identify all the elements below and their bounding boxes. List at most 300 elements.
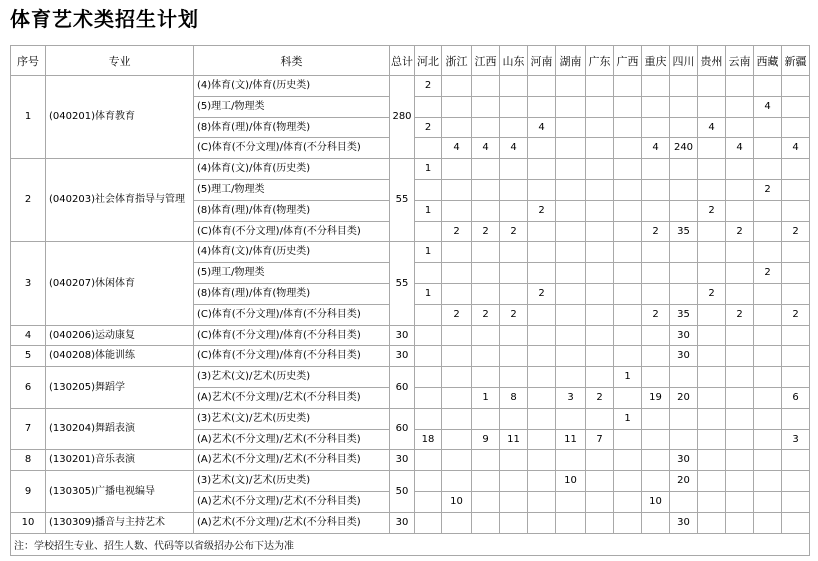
province-quota-cell (442, 429, 472, 450)
province-quota-cell (586, 304, 614, 325)
province-quota-cell (670, 200, 698, 221)
subject-category: (A)艺术(不分文理)/艺术(不分科目类) (194, 429, 390, 450)
province-quota-cell (556, 283, 586, 304)
table-row (11, 325, 810, 346)
province-quota-cell (472, 159, 500, 180)
province-quota-cell: 2 (726, 304, 754, 325)
province-quota-cell (670, 159, 698, 180)
province-quota-cell (782, 450, 810, 471)
province-quota-cell (415, 408, 442, 429)
province-quota-cell (586, 491, 614, 512)
province-quota-cell: 11 (500, 429, 528, 450)
province-quota-cell (556, 450, 586, 471)
province-quota-cell (415, 367, 442, 388)
province-quota-cell (556, 221, 586, 242)
province-quota-cell (782, 491, 810, 512)
province-quota-cell (528, 346, 556, 367)
subject-category: (8)体育(理)/体育(物理类) (194, 283, 390, 304)
subject-category: (A)艺术(不分文理)/艺术(不分科目类) (194, 450, 390, 471)
province-quota-cell: 35 (670, 304, 698, 325)
subject-category: (8)体育(理)/体育(物理类) (194, 117, 390, 138)
province-quota-cell: 10 (442, 491, 472, 512)
province-quota-cell (442, 117, 472, 138)
province-quota-cell (670, 408, 698, 429)
province-quota-cell (442, 159, 472, 180)
province-quota-cell (754, 138, 782, 159)
province-quota-cell (415, 221, 442, 242)
province-quota-cell: 2 (500, 221, 528, 242)
province-quota-cell (614, 263, 642, 284)
table-row (11, 512, 810, 533)
province-quota-cell (782, 408, 810, 429)
province-quota-cell (754, 408, 782, 429)
province-quota-cell (586, 159, 614, 180)
row-number: 2 (11, 159, 46, 242)
table-row (11, 346, 810, 367)
province-quota-cell: 2 (782, 304, 810, 325)
province-quota-cell: 10 (642, 491, 670, 512)
province-quota-cell (642, 346, 670, 367)
province-quota-cell (442, 450, 472, 471)
province-quota-cell (586, 367, 614, 388)
subject-category: (C)体育(不分文理)/体育(不分科目类) (194, 346, 390, 367)
province-quota-cell (698, 96, 726, 117)
subject-category: (3)艺术(文)/艺术(历史类) (194, 471, 390, 492)
province-quota-cell (754, 200, 782, 221)
province-quota-cell: 2 (726, 221, 754, 242)
total-count: 30 (390, 450, 415, 471)
province-quota-cell: 20 (670, 387, 698, 408)
table-row (11, 450, 810, 471)
column-header: 新疆 (782, 46, 810, 76)
province-quota-cell: 30 (670, 512, 698, 533)
province-quota-cell (726, 96, 754, 117)
province-quota-cell (754, 429, 782, 450)
subject-category: (C)体育(不分文理)/体育(不分科目类) (194, 221, 390, 242)
province-quota-cell (556, 367, 586, 388)
province-quota-cell (754, 325, 782, 346)
province-quota-cell: 4 (726, 138, 754, 159)
province-quota-cell (528, 429, 556, 450)
province-quota-cell (698, 367, 726, 388)
province-quota-cell (698, 512, 726, 533)
province-quota-cell (415, 491, 442, 512)
province-quota-cell (726, 471, 754, 492)
province-quota-cell (754, 346, 782, 367)
subject-category: (4)体育(文)/体育(历史类) (194, 76, 390, 97)
table-body (11, 76, 810, 534)
province-quota-cell (698, 471, 726, 492)
province-quota-cell: 1 (614, 408, 642, 429)
province-quota-cell (614, 242, 642, 263)
province-quota-cell (528, 512, 556, 533)
province-quota-cell (556, 512, 586, 533)
total-count: 280 (390, 76, 415, 159)
column-header: 浙江 (442, 46, 472, 76)
province-quota-cell (782, 283, 810, 304)
column-header: 重庆 (642, 46, 670, 76)
province-quota-cell (586, 138, 614, 159)
row-number: 8 (11, 450, 46, 471)
province-quota-cell (415, 512, 442, 533)
column-header: 总计 (390, 46, 415, 76)
province-quota-cell (614, 491, 642, 512)
province-quota-cell (586, 450, 614, 471)
table-row (11, 76, 810, 97)
total-count: 60 (390, 367, 415, 409)
province-quota-cell: 1 (415, 283, 442, 304)
province-quota-cell (556, 138, 586, 159)
province-quota-cell: 2 (698, 283, 726, 304)
row-number: 4 (11, 325, 46, 346)
province-quota-cell (670, 263, 698, 284)
province-quota-cell: 2 (442, 304, 472, 325)
total-count: 60 (390, 408, 415, 450)
province-quota-cell (415, 325, 442, 346)
province-quota-cell: 2 (415, 117, 442, 138)
column-header: 西藏 (754, 46, 782, 76)
table-row (11, 242, 810, 263)
province-quota-cell: 2 (698, 200, 726, 221)
province-quota-cell: 4 (754, 96, 782, 117)
province-quota-cell (754, 471, 782, 492)
province-quota-cell: 3 (556, 387, 586, 408)
page-title: 体育艺术类招生计划 (10, 7, 199, 31)
province-quota-cell (500, 471, 528, 492)
subject-category: (3)艺术(文)/艺术(历史类) (194, 408, 390, 429)
province-quota-cell (586, 179, 614, 200)
province-quota-cell (528, 221, 556, 242)
province-quota-cell: 4 (528, 117, 556, 138)
province-quota-cell (500, 367, 528, 388)
major-name: (130201)音乐表演 (46, 450, 194, 471)
province-quota-cell (698, 76, 726, 97)
province-quota-cell (754, 221, 782, 242)
province-quota-cell: 6 (782, 387, 810, 408)
total-count: 30 (390, 512, 415, 533)
subject-category: (C)体育(不分文理)/体育(不分科目类) (194, 138, 390, 159)
province-quota-cell (726, 159, 754, 180)
province-quota-cell (642, 450, 670, 471)
province-quota-cell (754, 283, 782, 304)
province-quota-cell (642, 367, 670, 388)
province-quota-cell (415, 138, 442, 159)
province-quota-cell (614, 221, 642, 242)
subject-category: (5)理工/物理类 (194, 96, 390, 117)
province-quota-cell (726, 117, 754, 138)
province-quota-cell: 2 (782, 221, 810, 242)
province-quota-cell (698, 325, 726, 346)
province-quota-cell (472, 242, 500, 263)
province-quota-cell (754, 491, 782, 512)
province-quota-cell: 11 (556, 429, 586, 450)
province-quota-cell (586, 117, 614, 138)
province-quota-cell (670, 429, 698, 450)
province-quota-cell (782, 367, 810, 388)
province-quota-cell (500, 408, 528, 429)
province-quota-cell (500, 96, 528, 117)
province-quota-cell (642, 471, 670, 492)
province-quota-cell (726, 408, 754, 429)
province-quota-cell: 240 (670, 138, 698, 159)
province-quota-cell (556, 491, 586, 512)
province-quota-cell (500, 346, 528, 367)
province-quota-cell (754, 387, 782, 408)
province-quota-cell: 4 (472, 138, 500, 159)
major-name: (040201)体育教育 (46, 76, 194, 159)
province-quota-cell (442, 263, 472, 284)
province-quota-cell (528, 387, 556, 408)
column-header: 河北 (415, 46, 442, 76)
province-quota-cell: 1 (614, 367, 642, 388)
province-quota-cell (528, 408, 556, 429)
province-quota-cell: 7 (586, 429, 614, 450)
province-quota-cell: 2 (754, 179, 782, 200)
province-quota-cell (556, 242, 586, 263)
province-quota-cell (556, 159, 586, 180)
province-quota-cell: 4 (698, 117, 726, 138)
province-quota-cell (528, 491, 556, 512)
province-quota-cell (726, 450, 754, 471)
province-quota-cell (556, 346, 586, 367)
column-header: 江西 (472, 46, 500, 76)
province-quota-cell (726, 200, 754, 221)
subject-category: (A)艺术(不分文理)/艺术(不分科目类) (194, 387, 390, 408)
province-quota-cell (472, 346, 500, 367)
province-quota-cell (614, 96, 642, 117)
province-quota-cell (782, 263, 810, 284)
province-quota-cell (586, 96, 614, 117)
province-quota-cell (642, 263, 670, 284)
province-quota-cell (415, 304, 442, 325)
province-quota-cell (726, 325, 754, 346)
province-quota-cell (642, 283, 670, 304)
province-quota-cell (782, 179, 810, 200)
province-quota-cell (586, 263, 614, 284)
province-quota-cell (556, 408, 586, 429)
subject-category: (5)理工/物理类 (194, 263, 390, 284)
row-number: 6 (11, 367, 46, 409)
column-header: 云南 (726, 46, 754, 76)
province-quota-cell (556, 117, 586, 138)
province-quota-cell (670, 242, 698, 263)
province-quota-cell (670, 76, 698, 97)
province-quota-cell (500, 283, 528, 304)
province-quota-cell (442, 346, 472, 367)
province-quota-cell (415, 387, 442, 408)
province-quota-cell (472, 408, 500, 429)
subject-category: (A)艺术(不分文理)/艺术(不分科目类) (194, 491, 390, 512)
province-quota-cell (528, 367, 556, 388)
table-row (11, 471, 810, 492)
province-quota-cell (698, 408, 726, 429)
province-quota-cell (726, 76, 754, 97)
column-header: 山东 (500, 46, 528, 76)
province-quota-cell (698, 346, 726, 367)
province-quota-cell (614, 159, 642, 180)
column-header: 广东 (586, 46, 614, 76)
province-quota-cell (754, 159, 782, 180)
province-quota-cell (442, 325, 472, 346)
province-quota-cell (472, 367, 500, 388)
province-quota-cell (528, 159, 556, 180)
province-quota-cell (698, 387, 726, 408)
total-count: 50 (390, 471, 415, 513)
province-quota-cell (528, 96, 556, 117)
province-quota-cell (500, 325, 528, 346)
province-quota-cell (698, 159, 726, 180)
province-quota-cell: 1 (415, 159, 442, 180)
table-row (11, 367, 810, 388)
province-quota-cell (726, 242, 754, 263)
province-quota-cell: 2 (472, 304, 500, 325)
province-quota-cell (528, 304, 556, 325)
subject-category: (3)艺术(文)/艺术(历史类) (194, 367, 390, 388)
province-quota-cell (415, 450, 442, 471)
province-quota-cell: 4 (782, 138, 810, 159)
total-count: 30 (390, 346, 415, 367)
province-quota-cell (754, 242, 782, 263)
footnote: 注：学校招生专业、招生人数、代码等以省级招办公布下达为准 (11, 533, 810, 555)
province-quota-cell (754, 76, 782, 97)
province-quota-cell (726, 512, 754, 533)
province-quota-cell (586, 242, 614, 263)
province-quota-cell (782, 200, 810, 221)
province-quota-cell: 30 (670, 450, 698, 471)
province-quota-cell (586, 325, 614, 346)
table-row (11, 159, 810, 180)
province-quota-cell: 30 (670, 346, 698, 367)
total-count: 55 (390, 159, 415, 242)
province-quota-cell (528, 138, 556, 159)
total-count: 55 (390, 242, 415, 325)
province-quota-cell (726, 491, 754, 512)
province-quota-cell (782, 346, 810, 367)
province-quota-cell (642, 159, 670, 180)
province-quota-cell: 2 (500, 304, 528, 325)
province-quota-cell: 8 (500, 387, 528, 408)
province-quota-cell (614, 429, 642, 450)
province-quota-cell: 18 (415, 429, 442, 450)
row-number: 3 (11, 242, 46, 325)
province-quota-cell (726, 179, 754, 200)
province-quota-cell: 1 (472, 387, 500, 408)
province-quota-cell (614, 200, 642, 221)
province-quota-cell (442, 283, 472, 304)
province-quota-cell (442, 96, 472, 117)
subject-category: (A)艺术(不分文理)/艺术(不分科目类) (194, 512, 390, 533)
province-quota-cell (614, 512, 642, 533)
province-quota-cell (415, 471, 442, 492)
note-row (11, 533, 810, 555)
province-quota-cell (614, 450, 642, 471)
province-quota-cell (500, 159, 528, 180)
province-quota-cell (500, 200, 528, 221)
province-quota-cell (556, 76, 586, 97)
major-name: (130204)舞蹈表演 (46, 408, 194, 450)
province-quota-cell (472, 325, 500, 346)
province-quota-cell (782, 325, 810, 346)
province-quota-cell (642, 179, 670, 200)
province-quota-cell: 2 (642, 304, 670, 325)
province-quota-cell (754, 304, 782, 325)
province-quota-cell (500, 491, 528, 512)
province-quota-cell (782, 242, 810, 263)
province-quota-cell (642, 96, 670, 117)
province-quota-cell (754, 450, 782, 471)
province-quota-cell (586, 283, 614, 304)
province-quota-cell (670, 491, 698, 512)
province-quota-cell: 10 (556, 471, 586, 492)
province-quota-cell (500, 512, 528, 533)
province-quota-cell (586, 200, 614, 221)
province-quota-cell (442, 367, 472, 388)
province-quota-cell (442, 242, 472, 263)
province-quota-cell (726, 263, 754, 284)
province-quota-cell (556, 96, 586, 117)
province-quota-cell (698, 429, 726, 450)
province-quota-cell (782, 117, 810, 138)
province-quota-cell (782, 159, 810, 180)
province-quota-cell (586, 408, 614, 429)
province-quota-cell: 35 (670, 221, 698, 242)
province-quota-cell: 9 (472, 429, 500, 450)
subject-category: (C)体育(不分文理)/体育(不分科目类) (194, 325, 390, 346)
province-quota-cell: 4 (442, 138, 472, 159)
province-quota-cell (614, 387, 642, 408)
column-header: 湖南 (556, 46, 586, 76)
province-quota-cell (698, 179, 726, 200)
province-quota-cell (642, 200, 670, 221)
province-quota-cell (472, 263, 500, 284)
major-name: (040208)体能训练 (46, 346, 194, 367)
province-quota-cell (528, 325, 556, 346)
province-quota-cell (586, 512, 614, 533)
province-quota-cell: 19 (642, 387, 670, 408)
province-quota-cell (754, 512, 782, 533)
province-quota-cell (726, 429, 754, 450)
subject-category: (C)体育(不分文理)/体育(不分科目类) (194, 304, 390, 325)
province-quota-cell: 1 (415, 200, 442, 221)
major-name: (130205)舞蹈学 (46, 367, 194, 409)
province-quota-cell (642, 408, 670, 429)
province-quota-cell (726, 367, 754, 388)
province-quota-cell (442, 179, 472, 200)
province-quota-cell: 3 (782, 429, 810, 450)
province-quota-cell (528, 242, 556, 263)
province-quota-cell (614, 304, 642, 325)
province-quota-cell (614, 471, 642, 492)
province-quota-cell (586, 221, 614, 242)
province-quota-cell: 2 (586, 387, 614, 408)
column-header: 四川 (670, 46, 698, 76)
province-quota-cell (614, 325, 642, 346)
province-quota-cell (726, 387, 754, 408)
province-quota-cell (726, 283, 754, 304)
province-quota-cell (586, 471, 614, 492)
province-quota-cell (415, 263, 442, 284)
province-quota-cell (642, 512, 670, 533)
province-quota-cell (698, 138, 726, 159)
province-quota-cell (754, 367, 782, 388)
province-quota-cell (500, 263, 528, 284)
province-quota-cell (614, 346, 642, 367)
province-quota-cell (782, 512, 810, 533)
province-quota-cell (556, 304, 586, 325)
enrollment-plan-table (10, 45, 810, 556)
province-quota-cell (586, 76, 614, 97)
province-quota-cell (472, 96, 500, 117)
